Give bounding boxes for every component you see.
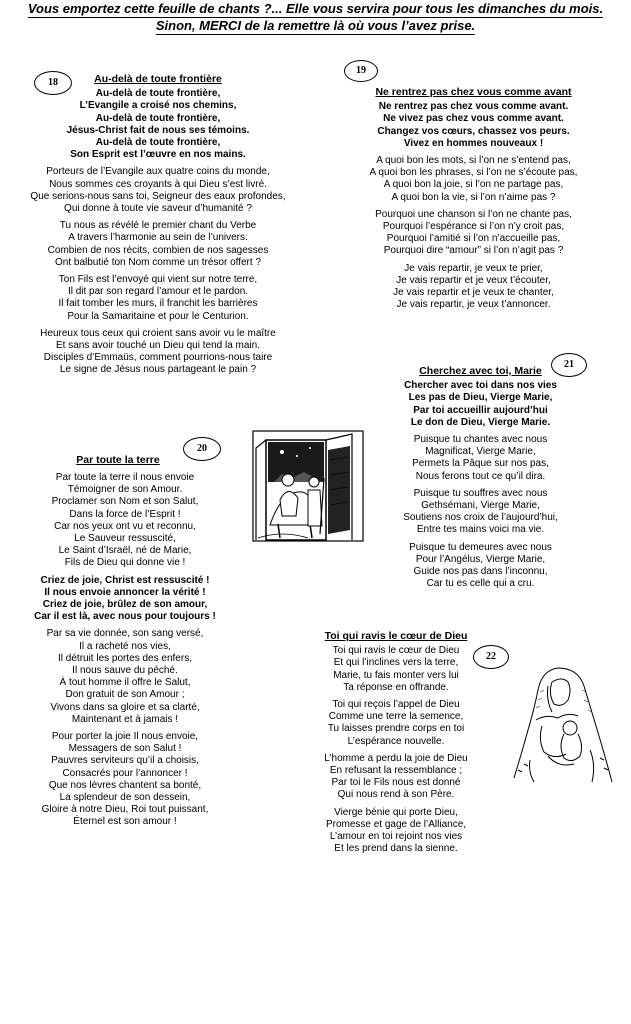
verse-line: Il détruit les portes des enfers, xyxy=(58,652,192,664)
verse-line: Au-delà de toute frontière, xyxy=(95,88,221,100)
verse-line: Il dit par son regard l’amour et le pardon. xyxy=(67,286,249,298)
song-title-18: Au-delà de toute frontière xyxy=(94,73,222,85)
song-21-verse-1 xyxy=(372,434,589,483)
verse-line: Pourquoi l’amitié si l’on n’accueille pas, xyxy=(386,233,561,245)
verse-line: Chercher avec toi dans nos vies xyxy=(404,380,557,392)
verse-line: Messagers de son Salut ! xyxy=(68,743,182,755)
verse-line: L’amour en toi rejoint nos vies xyxy=(329,831,463,843)
verse-line: Ont balbutié ton Nom comme un trésor offert ? xyxy=(54,256,262,268)
verse-line: Le Saint d’Israël, né de Marie, xyxy=(58,545,192,557)
verse-line: Criez de joie, Christ est ressuscité ! xyxy=(40,574,210,586)
verse-line: Nous sommes ces croyants à qui Dieu s’est livré. xyxy=(49,178,267,190)
song-number-22: 22 xyxy=(473,645,509,669)
verse-line: L’espérance nouvelle. xyxy=(347,735,445,747)
verse-line: Marie, tu fais monter vers lui xyxy=(333,669,459,681)
verse-line: Pour la Samaritaine et pour le Centurion. xyxy=(67,310,249,322)
song-number-19: 19 xyxy=(344,60,378,82)
song-19-refrain xyxy=(316,101,631,150)
verse-line: Magnificat, Vierge Marie, xyxy=(425,446,536,458)
verse-line: Vierge bénie qui porte Dieu, xyxy=(334,806,458,818)
song-21-refrain xyxy=(372,380,589,429)
song-21-verse-2 xyxy=(372,488,589,537)
verse-line: Gloire à notre Dieu, Roi tout puissant, xyxy=(41,804,209,816)
verse-line: Pourquoi l’espérance si l’on n’y croit pas, xyxy=(382,221,565,233)
song-22-verse-4 xyxy=(296,807,496,856)
verse-line: Toi qui ravis le cœur de Dieu xyxy=(332,645,460,657)
song-18-verse-3 xyxy=(0,274,316,323)
song-18 xyxy=(0,73,316,377)
verse-line: L’homme a perdu la joie de Dieu xyxy=(324,752,468,764)
verse-line: A quoi bon la joie, si l’on ne partage pas, xyxy=(383,179,564,191)
verse-line: Nous ferons tout ce qu’il dira. xyxy=(415,470,546,482)
verse-line: Que serions-nous sans toi, Seigneur des eaux profondes, xyxy=(30,190,286,202)
verse-line: Gethsémani, Vierge Marie, xyxy=(421,500,540,512)
verse-line: Pourquoi dire “amour” si l’on n’agit pas ? xyxy=(383,245,564,257)
verse-line: Par toi accueillir aujourd’hui xyxy=(413,404,548,416)
verse-line: Guide nos pas dans l’inconnu, xyxy=(413,566,548,578)
verse-line: Entre tes mains voici ma vie. xyxy=(416,524,545,536)
verse-line: Changez vos cœurs, chassez vos peurs. xyxy=(377,125,570,137)
verse-line: Et sans avoir touché un Dieu qui tend la main. xyxy=(55,340,260,352)
verse-line: Tu nous as révélé le premier chant du Verbe xyxy=(59,220,257,232)
verse-line: Je vais repartir, je veux te prier, xyxy=(404,262,543,274)
verse-line: Consacrés pour l’annoncer ! xyxy=(62,767,188,779)
verse-line: Le don de Dieu, Vierge Marie. xyxy=(410,416,551,428)
verse-line: Pauvres serviteurs qu’il a choisis, xyxy=(51,755,199,767)
song-21-verse-3 xyxy=(372,542,589,591)
verse-line: Qui donne à toute vie saveur d’humanité ? xyxy=(64,203,252,215)
verse-line: Je vais repartir et je veux t’écouter, xyxy=(396,274,551,286)
song-18-verse-2 xyxy=(0,220,316,269)
verse-line: La splendeur de son dessein, xyxy=(59,792,191,804)
song-20-verse-1 xyxy=(0,472,250,570)
virgin-and-child-illustration xyxy=(508,660,618,790)
verse-line: Qui nous rend à son Père. xyxy=(337,789,455,801)
verse-line: Fils de Dieu qui donne vie ! xyxy=(64,557,186,569)
verse-line: Ton Fils est l’envoyé qui vient sur notre terre, xyxy=(58,274,258,286)
song-22-verse-3 xyxy=(296,753,496,802)
verse-line: L’Evangile a croisé nos chemins, xyxy=(79,100,237,112)
verse-line: Pourquoi une chanson si l’on ne chante pas, xyxy=(375,208,572,220)
song-22 xyxy=(296,630,496,855)
song-20 xyxy=(0,472,250,829)
banner-line-1: Vous emportez cette feuille de chants ?... Elle vous servira pour tous les dimanches du mois. xyxy=(27,1,604,16)
song-19-verse-1 xyxy=(316,155,631,204)
verse-line: Proclamer son Nom et son Salut, xyxy=(51,496,199,508)
verse-line: Par toute la terre il nous envoie xyxy=(55,472,195,483)
song-19-verse-2 xyxy=(316,209,631,258)
verse-line: Éternel est son amour ! xyxy=(73,816,177,828)
verse-line: Maintenant et à jamais ! xyxy=(71,713,179,725)
verse-line: Son Esprit est l’œuvre en nos mains. xyxy=(70,149,246,161)
verse-line: Pour porter la joie Il nous envoie, xyxy=(51,731,199,743)
verse-line: Témoigner de son Amour. xyxy=(67,484,183,496)
verse-line: Il a racheté nos vies, xyxy=(79,640,171,652)
verse-line: Il fait tomber les murs, il franchit les barrières xyxy=(58,298,258,310)
song-22-verse-2 xyxy=(296,699,496,748)
song-title-19: Ne rentrez pas chez vous comme avant xyxy=(375,86,572,98)
verse-line: Et les prend dans la sienne. xyxy=(334,843,458,855)
song-number-18: 18 xyxy=(34,71,72,95)
verse-line: Je vais repartir et je veux te chanter, xyxy=(393,287,554,299)
verse-line: Au-delà de toute frontière, xyxy=(95,112,221,124)
verse-line: Don gratuit de son Amour ; xyxy=(65,689,185,701)
verse-line: Dans la force de l’Esprit ! xyxy=(69,508,181,520)
song-title-22: Toi qui ravis le cœur de Dieu xyxy=(324,630,468,642)
verse-line: Porteurs de l’Evangile aux quatre coins du monde, xyxy=(46,166,270,178)
song-18-verse-1 xyxy=(0,166,316,215)
verse-line: A quoi bon les mots, si l’on ne s’entend pas, xyxy=(376,155,571,167)
page-banner xyxy=(14,1,617,35)
verse-line: Ta réponse en offrande. xyxy=(343,681,449,693)
banner-line-2: Sinon, MERCI de la remettre là où vous l’avez prise. xyxy=(155,18,476,33)
verse-line: Pour l’Angélus, Vierge Marie, xyxy=(415,553,546,565)
verse-line: Heureux tous ceux qui croient sans avoir vu le maître xyxy=(40,327,276,339)
song-20-verse-3 xyxy=(0,731,250,829)
song-title-21: Cherchez avec toi, Marie xyxy=(419,365,542,377)
verse-line: A travers l’harmonie au sein de l’univers. xyxy=(68,232,248,244)
verse-line: En refusant la ressemblance ; xyxy=(329,765,463,777)
song-22-verse-1 xyxy=(296,645,496,694)
verse-line: Le signe de Jésus nous partageant le pain ? xyxy=(59,364,257,376)
verse-line: Car nos yeux ont vu et reconnu, xyxy=(54,520,196,532)
verse-line: Car tu es celle qui a cru. xyxy=(426,578,535,590)
verse-line: À tout homme il offre le Salut, xyxy=(59,677,191,689)
verse-line: Les pas de Dieu, Vierge Marie, xyxy=(408,392,553,404)
verse-line: Puisque tu souffres avec nous xyxy=(413,487,548,499)
verse-line: Par toi le Fils nous est donné xyxy=(331,777,461,789)
verse-line: Ne vivez pas chez vous comme avant. xyxy=(383,113,564,125)
song-title-20: Par toute la terre xyxy=(76,454,160,466)
verse-line: Permets la Pâque sur nos pas, xyxy=(412,458,549,470)
verse-line: Et qui l’inclines vers la terre, xyxy=(333,657,459,669)
verse-line: Soutiens nos croix de l’aujourd’hui, xyxy=(403,512,558,524)
song-number-21: 21 xyxy=(551,353,587,377)
song-21 xyxy=(372,365,589,590)
verse-line: Ne rentrez pas chez vous comme avant. xyxy=(378,101,569,113)
song-19 xyxy=(316,86,631,311)
verse-line: Combien de nos récits, combien de nos sagesses xyxy=(47,244,269,256)
song-18-verse-4 xyxy=(0,328,316,377)
verse-line: Il nous sauve du péché. xyxy=(72,665,178,677)
verse-line: A quoi bon les phrases, si l’on ne s’écoute pas, xyxy=(369,167,578,179)
verse-line: Que nos lèvres chantent sa bonté, xyxy=(48,779,202,791)
verse-line: Criez de joie, brûlez de son amour, xyxy=(42,599,208,611)
verse-line: Par sa vie donnée, son sang versé, xyxy=(46,628,204,640)
verse-line: Je vais repartir, je veux t’annoncer. xyxy=(396,299,551,311)
verse-line: Promesse et gage de l’Alliance, xyxy=(325,818,467,830)
verse-line: A quoi bon la vie, si l’on n’aime pas ? xyxy=(391,191,556,203)
song-20-refrain xyxy=(0,575,250,624)
verse-line: Jésus-Christ fait de nous ses témoins. xyxy=(66,124,250,136)
verse-line: Tu laisses prendre corps en toi xyxy=(327,723,465,735)
verse-line: Il nous envoie annoncer la vérité ! xyxy=(44,586,206,598)
nativity-door-illustration xyxy=(252,430,364,542)
song-20-verse-2 xyxy=(0,628,250,726)
song-19-verse-3 xyxy=(316,263,631,312)
verse-line: Car il est là, avec nous pour toujours ! xyxy=(34,611,216,623)
song-20-title-box xyxy=(50,454,186,469)
verse-line: Comme une terre la semence, xyxy=(328,711,464,723)
song-18-refrain xyxy=(0,88,316,161)
song-number-20: 20 xyxy=(183,437,221,461)
verse-line: Vivons dans sa gloire et sa clarté, xyxy=(50,701,200,713)
verse-line: Vivez en hommes nouveaux ! xyxy=(403,137,544,149)
verse-line: Disciples d’Emmaüs, comment pourrions-nous taire xyxy=(43,352,273,364)
verse-line: Au-delà de toute frontière, xyxy=(95,137,221,149)
verse-line: Le Sauveur ressuscité, xyxy=(74,533,176,545)
verse-line: Puisque tu demeures avec nous xyxy=(409,541,552,553)
verse-line: Puisque tu chantes avec nous xyxy=(413,434,548,446)
verse-line: Toi qui reçois l’appel de Dieu xyxy=(332,699,460,711)
